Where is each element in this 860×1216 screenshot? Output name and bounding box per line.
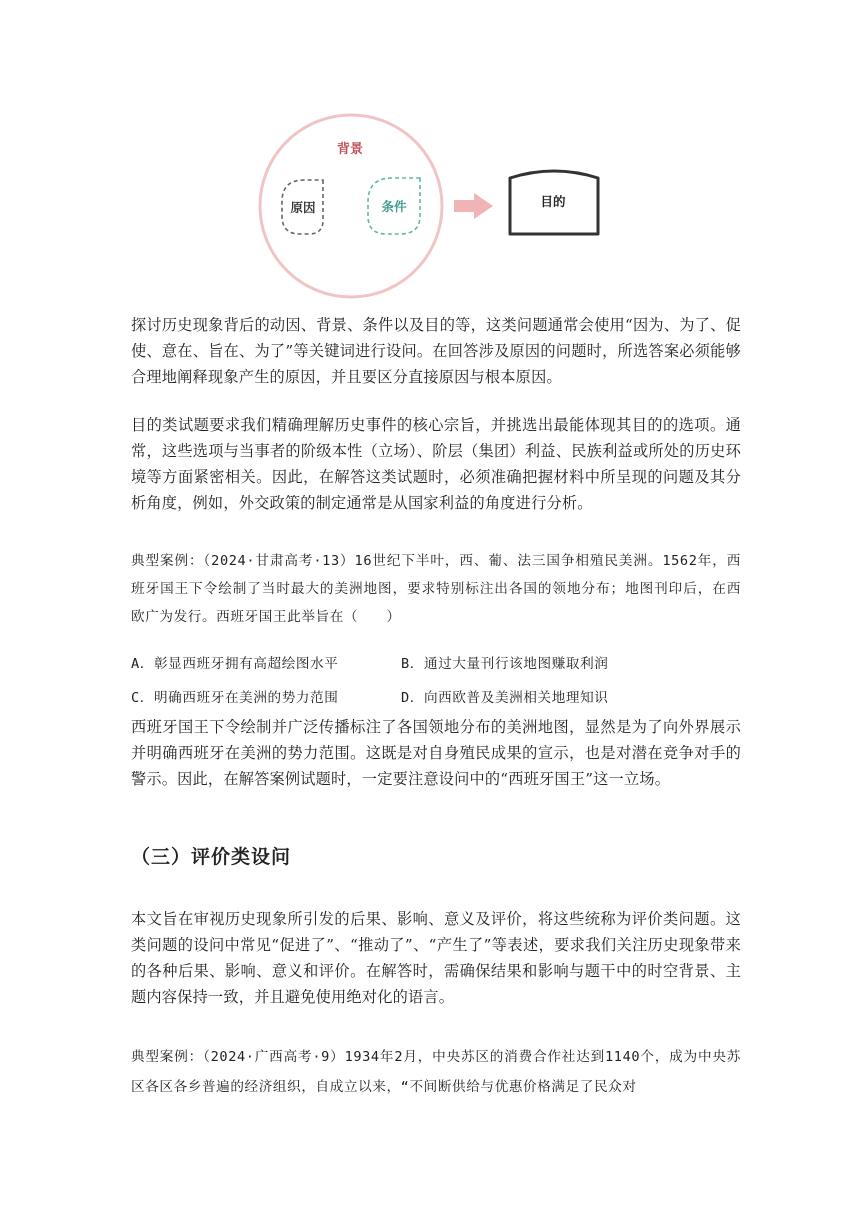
paragraph-evaluation: 本文旨在审视历史现象所引发的后果、影响、意义及评价，将这些统称为评价类问题。这类问题的设问中常见“促进了”、“推动了”、“产生了”等表述，要求我们关注历史现象带来的各种后果、影响、意义和评价。在解答时，需确保结果和影响与题干中的时空背景、主题内容保持一致，并且避免使用绝对化的语言。 bbox=[131, 910, 741, 1006]
paragraph-analysis: 西班牙国王下令绘制并广泛传播标注了各国领地分布的美洲地图，显然是为了向外界展示并明确西班牙在美洲的势力范围。这既是对自身殖民成果的宣示，也是对潜在竞争对手的警示。因此，在解答案例试题时，一定要注意设问中的“西班牙国王”这一立场。 bbox=[131, 718, 741, 788]
background-label: 背景 bbox=[336, 142, 364, 157]
case-study-2: 典型案例：（2024·广西高考·9）1934年2月，中央苏区的消费合作社达到1140个，成为中央苏区各区各乡普遍的经济组织，自成立以来，“不间断供给与优惠价格满足了民众对 bbox=[131, 1049, 741, 1095]
case-study-1: 典型案例：（2024·甘肃高考·13）16世纪下半叶，西、葡、法三国争相殖民美洲。1562年，西班牙国王下令绘制了当时最大的美洲地图，要求特别标注出各国的领地分布；地图刊印后，在西欧广为发行。西班牙国王此举旨在（ ） bbox=[131, 553, 741, 625]
purpose-label: 目的 bbox=[540, 194, 566, 209]
option-a: A．彰显西班牙拥有高超绘图水平 bbox=[131, 656, 339, 672]
option-c: C．明确西班牙在美洲的势力范围 bbox=[131, 690, 339, 706]
section-heading: （三）评价类设问 bbox=[131, 846, 292, 868]
condition-label: 条件 bbox=[381, 199, 407, 214]
cause-condition-purpose-diagram bbox=[0, 0, 860, 300]
arrow-right-icon bbox=[454, 193, 493, 219]
option-d: D．向西欧普及美洲相关地理知识 bbox=[401, 690, 609, 706]
cause-label: 原因 bbox=[290, 200, 316, 215]
paragraph-cause: 探讨历史现象背后的动因、背景、条件以及目的等，这类问题通常会使用“因为、为了、促使、意在、旨在、为了”等关键词进行设问。在回答涉及原因的问题时，所选答案必须能够合理地阐释现象产生的原因，并且要区分直接原因与根本原因。 bbox=[131, 316, 741, 386]
option-b: B．通过大量刊行该地图赚取利润 bbox=[401, 656, 609, 672]
paragraph-purpose: 目的类试题要求我们精确理解历史事件的核心宗旨，并挑选出最能体现其目的的选项。通常，这些选项与当事者的阶级本性（立场）、阶层（集团）利益、民族利益或所处的历史环境等方面紧密相关。因此，在解答这类试题时，必须准确把握材料中所呈现的问题及其分析角度，例如，外交政策的制定通常是从国家利益的角度进行分析。 bbox=[131, 416, 741, 512]
